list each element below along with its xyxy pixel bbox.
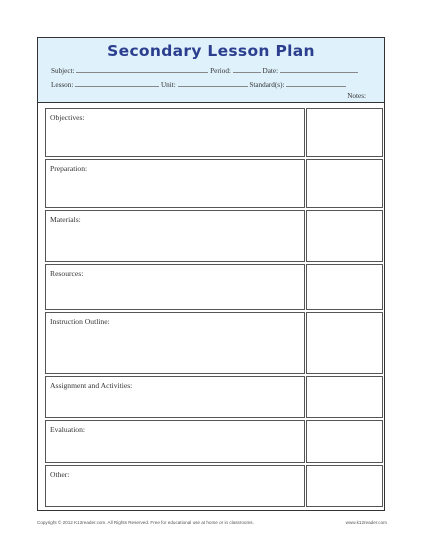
section-label: Preparation: — [50, 164, 88, 173]
section-assignment-activities[interactable] — [45, 376, 305, 418]
section-label: Instruction Outline: — [50, 317, 110, 326]
section-label: Evaluation: — [50, 425, 86, 434]
lesson-label: Lesson: — [51, 81, 74, 89]
section-objectives[interactable] — [45, 108, 305, 157]
standards-field[interactable] — [286, 80, 346, 87]
section-materials[interactable] — [45, 210, 305, 262]
subject-field[interactable] — [76, 66, 208, 73]
lesson-field[interactable] — [75, 80, 159, 87]
section-label: Other: — [50, 470, 70, 479]
site-link[interactable]: www.k12reader.com — [345, 520, 387, 525]
unit-field[interactable] — [178, 80, 248, 87]
date-field[interactable] — [280, 66, 358, 73]
date-label: Date: — [262, 67, 279, 75]
notes-box-materials[interactable] — [306, 210, 383, 262]
section-resources[interactable] — [45, 264, 305, 310]
notes-box-instruction-outline[interactable] — [306, 312, 383, 374]
notes-box-other[interactable] — [306, 465, 383, 507]
notes-box-preparation[interactable] — [306, 159, 383, 208]
standards-label: Standard(s): — [249, 81, 285, 89]
period-field[interactable] — [233, 66, 261, 73]
notes-box-assignment-activities[interactable] — [306, 376, 383, 418]
header-row-1 — [51, 66, 358, 75]
header-row-2 — [51, 80, 346, 89]
copyright-text: Copyright © 2012 K12reader.com. All Rights Reserved. Free for educational use at home or in classrooms. — [37, 520, 254, 525]
section-label: Materials: — [50, 215, 81, 224]
section-label: Objectives: — [50, 113, 85, 122]
section-instruction-outline[interactable] — [45, 312, 305, 374]
sections-area — [38, 103, 384, 510]
period-label: Period: — [210, 67, 231, 75]
section-preparation[interactable] — [45, 159, 305, 208]
notes-box-resources[interactable] — [306, 264, 383, 310]
notes-box-objectives[interactable] — [306, 108, 383, 157]
unit-label: Unit: — [160, 81, 176, 89]
section-label: Assignment and Activities: — [50, 381, 133, 390]
section-evaluation[interactable] — [45, 420, 305, 463]
lesson-plan-sheet — [37, 37, 385, 511]
notes-label: Notes: — [347, 92, 366, 100]
page-title: Secondary Lesson Plan — [107, 42, 315, 60]
notes-box-evaluation[interactable] — [306, 420, 383, 463]
section-label: Resources: — [50, 269, 84, 278]
section-other[interactable] — [45, 465, 305, 507]
header-panel — [38, 38, 384, 103]
subject-label: Subject: — [51, 67, 75, 75]
